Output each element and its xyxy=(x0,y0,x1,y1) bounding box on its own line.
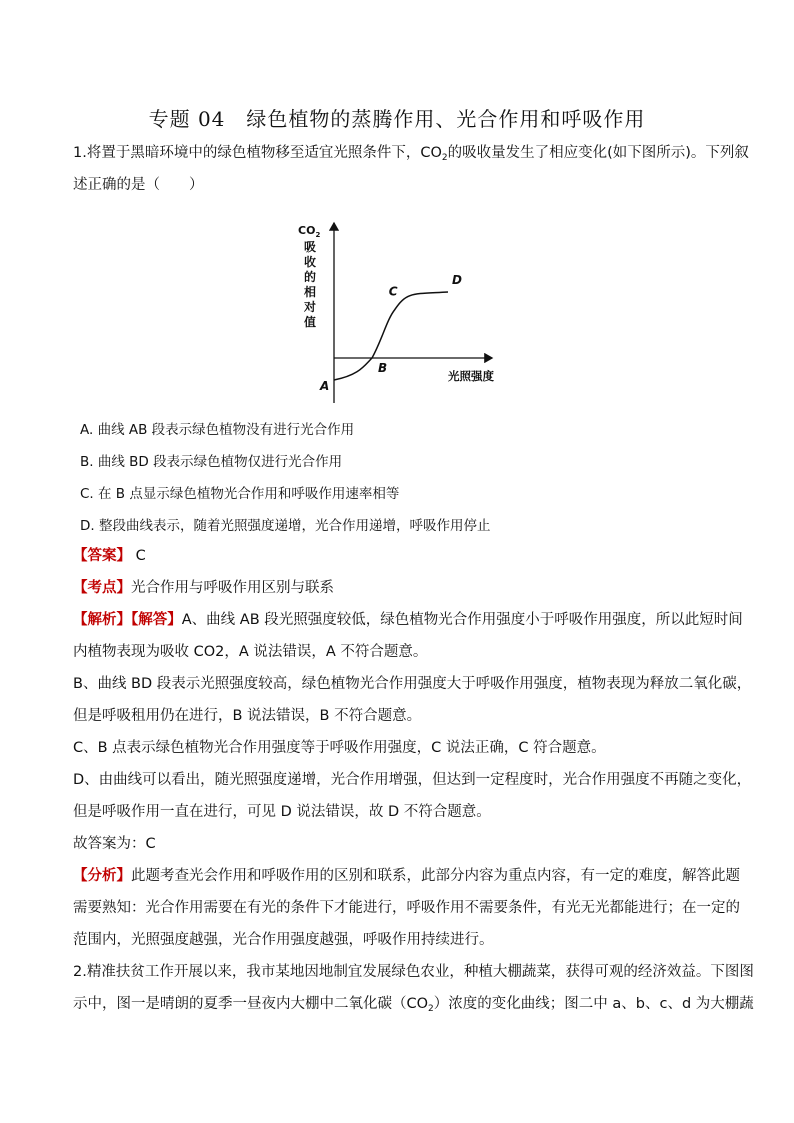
analysis-line-5: C、B 点表示绿色植物光合作用强度等于呼吸作用强度，C 说法正确，C 符合题意。 xyxy=(73,740,606,756)
point-line: 【考点】光合作用与呼吸作用区别与联系 xyxy=(73,580,334,596)
y-label-char: 的 xyxy=(304,270,317,284)
analysis-line-4: 但是呼吸租用仍在进行，B 说法错误，B 不符合题意。 xyxy=(73,708,422,724)
q2-line-2: 示中，图一是晴朗的夏季一昼夜内大棚中二氧化碳$(CO_2)$浓度的变化曲线；图二中 a、b、c、d 为大棚蔬 xyxy=(73,996,754,1014)
y-label-char: 对 xyxy=(304,300,317,314)
q1-option-d: D. 整段曲线表示，随着光照强度递增，光合作用递增，呼吸作用停止 xyxy=(80,518,491,534)
point-label-d: D xyxy=(452,273,462,287)
fenxi-line-2: 需要熟知：光合作用需要在有光的条件下才能进行，呼吸作用不需要条件，有光无光都能进行；在一定的 xyxy=(73,900,740,916)
fenxi-line-1: 【分析】此题考查光会作用和呼吸作用的区别和联系，此部分内容为重点内容，有一定的难度，解答此题 xyxy=(73,868,740,884)
analysis-line-3: B、曲线 BD 段表示光照强度较高，绿色植物光合作用强度大于呼吸作用强度，植物表现为释放二氧化碳， xyxy=(73,676,752,692)
q1-option-b: B. 曲线 BD 段表示绿色植物仅进行光合作用 xyxy=(80,454,343,470)
y-label-char: 收 xyxy=(304,255,317,269)
answer-line: 【答案】 C xyxy=(73,548,146,564)
point-label-c: C xyxy=(388,284,398,299)
y-label-char: 值 xyxy=(304,315,317,329)
fenxi-line-3: 范围内，光照强度越强，光合作用强度越强，呼吸作用持续进行。 xyxy=(73,932,494,948)
final-answer-line: 故答案为：C xyxy=(73,836,156,852)
analysis-line-2: 内植物表现为吸收 CO2，A 说法错误，A 不符合题意。 xyxy=(73,644,428,660)
q1-option-c: C. 在 B 点显示绿色植物光合作用和呼吸作用速率相等 xyxy=(80,486,400,502)
analysis-line-6: D、由曲线可以看出，随光照强度递增，光合作用增强，但达到一定程度时，光合作用强度不再随之变化， xyxy=(73,772,752,788)
q1-stem-line-2: 述正确的是（ ） xyxy=(73,177,204,193)
q1-option-a: A. 曲线 AB 段表示绿色植物没有进行光合作用 xyxy=(80,422,355,438)
x-label: 光照强度 xyxy=(448,369,494,383)
analysis-line-7: 但是呼吸作用一直在进行，可见 D 说法错误，故 D 不符合题意。 xyxy=(73,804,491,820)
y-label-co2: $CO_2$ xyxy=(298,224,321,239)
y-label-char: 相 xyxy=(304,285,317,299)
q1-stem-line-1: 1.将置于黑暗环境中的绿色植物移至适宜光照条件下，$CO_2$的吸收量发生了相应变化(如下图所示)。下列叙 xyxy=(73,145,749,163)
point-label-b: B xyxy=(378,361,388,375)
point-label-a: A xyxy=(320,379,330,393)
co2-curve xyxy=(334,292,448,380)
y-label-char: 吸 xyxy=(304,240,317,254)
co2-absorption-chart xyxy=(296,218,506,408)
q2-line-1: 2.精准扶贫工作开展以来，我市某地因地制宜发展绿色农业，种植大棚蔬菜，获得可观的经济效益。下图图 xyxy=(73,964,754,980)
page-title: 专题 04 绿色植物的蒸腾作用、光合作用和呼吸作用 xyxy=(148,107,646,131)
analysis-line-1: 【解析】【解答】A、曲线 AB 段光照强度较低，绿色植物光合作用强度小于呼吸作用强度，所以此短时间 xyxy=(73,612,743,628)
y-label-chars xyxy=(303,240,317,329)
point-labels xyxy=(319,273,462,393)
